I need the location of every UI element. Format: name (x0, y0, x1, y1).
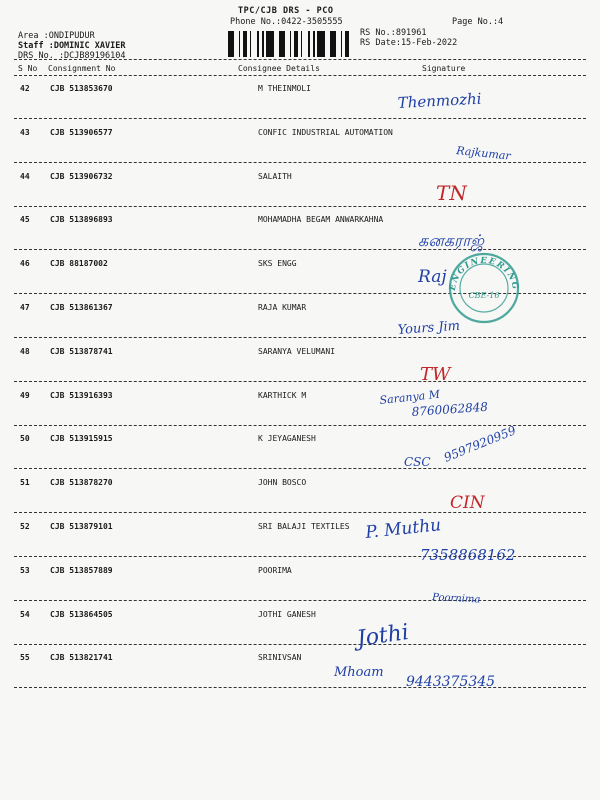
row-sno: 53 (20, 566, 30, 575)
row-consignee: RAJA KUMAR (258, 303, 307, 312)
drs-number: DRS No. :DCJB89196104 (18, 51, 126, 61)
divider (14, 468, 586, 469)
row-sno: 54 (20, 610, 30, 619)
divider (14, 687, 586, 688)
signature-45: கனகராஜ் (418, 231, 484, 250)
signature-53: Poornima (431, 592, 481, 606)
row-consignment: CJB 513878270 (50, 478, 113, 487)
row-consignment: CJB 513906577 (50, 128, 113, 137)
signature-44: TN (436, 181, 467, 205)
signature-46: Raj (418, 267, 447, 287)
signature-47: Yours Jim (397, 318, 461, 338)
row-consignment: CJB 513857889 (50, 566, 113, 575)
signature-48: TW (420, 364, 451, 385)
row-consignment: CJB 513878741 (50, 347, 113, 356)
divider (14, 512, 586, 513)
divider (14, 293, 586, 294)
col-sno-header: S No (18, 64, 38, 73)
col-consignee-header: Consignee Details (238, 64, 320, 73)
row-consignment: CJB 513853670 (50, 84, 113, 93)
table-row (0, 610, 600, 654)
row-consignment: CJB 513906732 (50, 172, 113, 181)
row-consignee: SRINIVSAN (258, 653, 302, 662)
signature-52-phone: 7358868162 (420, 546, 516, 564)
signature-55-phone: 9443375345 (406, 674, 496, 690)
signature-42: Thenmozhi (397, 89, 482, 112)
row-consignment: CJB 513896893 (50, 215, 113, 224)
row-sno: 46 (20, 259, 30, 268)
row-consignment: CJB 513916393 (50, 391, 113, 400)
row-sno: 45 (20, 215, 30, 224)
table-row (0, 391, 600, 435)
signature-54: Jothi (355, 619, 411, 652)
divider (14, 162, 586, 163)
row-sno: 42 (20, 84, 30, 93)
signature-50-b: 9597920959 (441, 423, 518, 465)
signature-50-a: CSC (404, 455, 431, 469)
table-row (0, 653, 600, 697)
table-row (0, 259, 600, 303)
row-sno: 48 (20, 347, 30, 356)
divider (14, 206, 586, 207)
table-row (0, 522, 600, 566)
page-number: Page No.:4 (452, 17, 504, 27)
rs-number: RS No.:891961 (360, 28, 427, 38)
barcode-image (228, 31, 352, 57)
divider (14, 59, 586, 60)
table-row (0, 566, 600, 610)
row-sno: 49 (20, 391, 30, 400)
divider (14, 75, 586, 76)
row-consignee: M THEINMOLI (258, 84, 311, 93)
row-consignee: SRI BALAJI TEXTILES (258, 522, 350, 531)
phone-number: Phone No.:0422-3505555 (230, 17, 343, 27)
row-sno: 44 (20, 172, 30, 181)
table-row (0, 347, 600, 391)
row-consignment: CJB 513915915 (50, 434, 113, 443)
row-consignment: CJB 513879101 (50, 522, 113, 531)
row-sno: 52 (20, 522, 30, 531)
row-consignee: POORIMA (258, 566, 292, 575)
table-row (0, 128, 600, 172)
row-consignment: CJB 88187002 (50, 259, 108, 268)
divider (14, 249, 586, 250)
table-row (0, 172, 600, 216)
divider (14, 337, 586, 338)
row-consignee: K JEYAGANESH (258, 434, 316, 443)
row-consignee: SALAITH (258, 172, 292, 181)
signature-49-phone: 8760062848 (411, 399, 489, 419)
table-row (0, 434, 600, 478)
col-signature-header: Signature (422, 64, 466, 73)
rs-date: RS Date:15-Feb-2022 (360, 38, 458, 48)
row-consignee: SKS ENGG (258, 259, 297, 268)
table-row (0, 303, 600, 347)
table-row (0, 478, 600, 522)
row-consignee: MOHAMADHA BEGAM ANWARKAHNA (258, 215, 384, 224)
row-consignee: CONFIC INDUSTRIAL AUTOMATION (258, 128, 393, 137)
row-sno: 43 (20, 128, 30, 137)
divider (14, 425, 586, 426)
signature-55-name: Mhoam (334, 665, 384, 680)
row-consignment: CJB 513821741 (50, 653, 113, 662)
divider (14, 118, 586, 119)
table-row (0, 215, 600, 259)
row-consignee: KARTHICK M (258, 391, 307, 400)
divider (14, 600, 586, 601)
signature-43: Rajkumar (455, 144, 512, 163)
signature-52-name: P. Muthu (364, 515, 442, 543)
staff-label: Staff :DOMINIC XAVIER (18, 41, 126, 51)
row-consignment: CJB 513864505 (50, 610, 113, 619)
divider (14, 381, 586, 382)
divider (14, 556, 586, 557)
row-consignment: CJB 513861367 (50, 303, 113, 312)
table-row (0, 84, 600, 128)
signature-49-name: Saranya M (378, 387, 441, 407)
row-consignee: JOTHI GANESH (258, 610, 316, 619)
row-sno: 55 (20, 653, 30, 662)
stamp-code: CBE-16 (468, 291, 500, 300)
divider (14, 644, 586, 645)
row-sno: 50 (20, 434, 30, 443)
sheet-title: TPC/CJB DRS - PCO (238, 6, 334, 16)
stamp-text: ENGINEERING (447, 255, 521, 292)
row-sno: 47 (20, 303, 30, 312)
row-consignee: JOHN BOSCO (258, 478, 307, 487)
col-consignment-header: Consignment No (48, 64, 116, 73)
area-label: Area :ONDIPUDUR (18, 31, 95, 41)
signature-51: CIN (450, 493, 485, 513)
row-consignee: SARANYA VELUMANI (258, 347, 336, 356)
row-sno: 51 (20, 478, 30, 487)
